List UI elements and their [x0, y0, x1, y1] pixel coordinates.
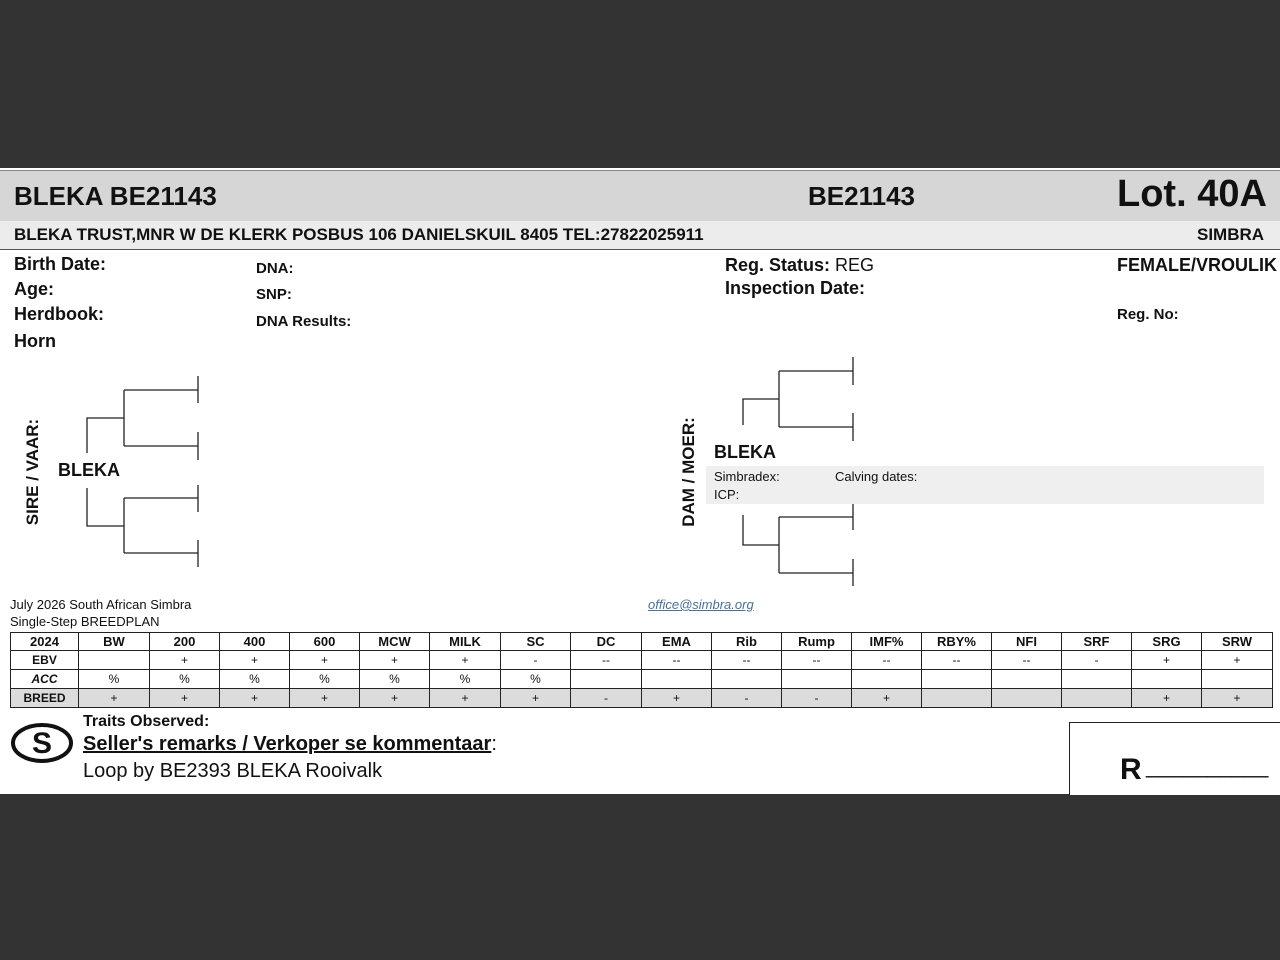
- breed-row-label: BREED: [11, 689, 79, 708]
- ebv-cell: --: [712, 651, 782, 670]
- header-row-label: 2024: [11, 633, 79, 651]
- header-cell: 200: [150, 633, 220, 651]
- header-cell: 400: [220, 633, 290, 651]
- acc-row: [11, 670, 1273, 689]
- dam-label: DAM / MOER:: [679, 417, 698, 527]
- dam-name: BLEKA: [714, 442, 776, 462]
- ebv-cell: +: [220, 651, 290, 670]
- breed-cell: +: [79, 689, 150, 708]
- title-bar: [0, 170, 1280, 222]
- ebv-cell: -: [501, 651, 571, 670]
- acc-cell: %: [501, 670, 571, 689]
- ebv-table: [10, 632, 1273, 708]
- inspection-date-label: Inspection Date:: [725, 278, 866, 298]
- breed-cell: [922, 689, 992, 708]
- lot-card: [0, 168, 1280, 794]
- breedplan-date: July 2026 South African Simbra: [10, 597, 192, 612]
- acc-cell: [642, 670, 712, 689]
- acc-cell: %: [150, 670, 220, 689]
- age-label: Age:: [14, 279, 54, 299]
- breed-cell: +: [220, 689, 290, 708]
- dna-results-label: DNA Results:: [256, 313, 352, 330]
- price-blank[interactable]: __________: [1146, 753, 1269, 778]
- breed-label: SIMBRA: [1197, 225, 1265, 244]
- ebv-cell: --: [922, 651, 992, 670]
- email-link[interactable]: office@simbra.org: [648, 597, 754, 612]
- acc-cell: [992, 670, 1062, 689]
- ebv-cell: -: [1062, 651, 1132, 670]
- breed-cell: +: [290, 689, 360, 708]
- herdbook-label: Herdbook:: [14, 304, 104, 324]
- acc-cell: [571, 670, 642, 689]
- seller-remarks-heading: [83, 733, 497, 756]
- ebv-cell: --: [571, 651, 642, 670]
- breed-cell: +: [150, 689, 220, 708]
- price-currency: R: [1120, 753, 1142, 786]
- calving-dates-label: Calving dates:: [835, 469, 918, 484]
- breedplan-type: Single-Step BREEDPLAN: [10, 614, 160, 629]
- breed-cell: [1062, 689, 1132, 708]
- header-cell: EMA: [642, 633, 712, 651]
- sire-label: SIRE / VAAR:: [23, 418, 42, 526]
- ebv-cell: --: [782, 651, 852, 670]
- breed-cell: +: [501, 689, 571, 708]
- header-cell: Rump: [782, 633, 852, 651]
- reg-no-label: Reg. No:: [1117, 306, 1179, 323]
- reg-status: [725, 255, 874, 276]
- simbradex-label: Simbradex:: [714, 469, 780, 484]
- ebv-row-label: EBV: [11, 651, 79, 670]
- reg-status-value: REG: [835, 255, 875, 275]
- ebv-cell: +: [1132, 651, 1202, 670]
- acc-cell: [852, 670, 922, 689]
- snp-label: SNP:: [256, 286, 292, 303]
- header-cell: SRG: [1132, 633, 1202, 651]
- sex-label: FEMALE/VROULIK: [1117, 255, 1277, 275]
- horn-label: Horn: [14, 331, 56, 351]
- animal-name: BLEKA BE21143: [14, 181, 217, 211]
- header-cell: SRW: [1202, 633, 1273, 651]
- simbra-logo-icon: [10, 722, 74, 764]
- header-cell: IMF%: [852, 633, 922, 651]
- header-cell: SC: [501, 633, 571, 651]
- seller-remarks-label: Seller's remarks / Verkoper se kommentaar: [83, 733, 492, 755]
- acc-cell: [1132, 670, 1202, 689]
- header-cell: BW: [79, 633, 150, 651]
- breed-cell: +: [852, 689, 922, 708]
- birth-date-label: Birth Date:: [14, 254, 107, 274]
- acc-cell: %: [430, 670, 501, 689]
- acc-cell: [1202, 670, 1273, 689]
- table-header-row: [11, 633, 1273, 651]
- header-cell: MCW: [360, 633, 430, 651]
- acc-row-label: ACC: [11, 670, 79, 689]
- ebv-cell: --: [992, 651, 1062, 670]
- breed-cell: +: [1202, 689, 1273, 708]
- sire-name: BLEKA: [58, 460, 120, 480]
- breed-cell: +: [360, 689, 430, 708]
- animal-id: BE21143: [808, 181, 915, 211]
- price-box: [1069, 722, 1280, 795]
- acc-cell: [1062, 670, 1132, 689]
- ebv-cell: +: [360, 651, 430, 670]
- acc-cell: %: [360, 670, 430, 689]
- acc-cell: %: [79, 670, 150, 689]
- acc-cell: [712, 670, 782, 689]
- header-cell: DC: [571, 633, 642, 651]
- header-cell: SRF: [1062, 633, 1132, 651]
- ebv-cell: +: [430, 651, 501, 670]
- seller-remarks-text: Loop by BE2393 BLEKA Rooivalk: [83, 760, 383, 782]
- header-cell: MILK: [430, 633, 501, 651]
- seller-remarks-colon: :: [491, 733, 497, 755]
- lot-number: Lot. 40A: [1117, 173, 1267, 215]
- header-cell: RBY%: [922, 633, 992, 651]
- address-bar: [0, 221, 1280, 250]
- breed-row: [11, 689, 1273, 708]
- header-cell: NFI: [992, 633, 1062, 651]
- dam-info-box: [706, 466, 1264, 504]
- ebv-cell: +: [290, 651, 360, 670]
- ebv-cell: +: [1202, 651, 1273, 670]
- ebv-cell: --: [852, 651, 922, 670]
- acc-cell: [922, 670, 992, 689]
- breed-cell: [992, 689, 1062, 708]
- acc-cell: %: [220, 670, 290, 689]
- acc-cell: %: [290, 670, 360, 689]
- header-cell: Rib: [712, 633, 782, 651]
- ebv-cell: --: [642, 651, 712, 670]
- sire-pedigree-tree: [80, 368, 210, 573]
- breed-cell: -: [782, 689, 852, 708]
- breed-cell: -: [712, 689, 782, 708]
- ebv-cell: +: [150, 651, 220, 670]
- breed-cell: -: [571, 689, 642, 708]
- icp-label: ICP:: [714, 487, 740, 502]
- breed-cell: +: [1132, 689, 1202, 708]
- breed-cell: +: [430, 689, 501, 708]
- traits-observed-label: Traits Observed:: [83, 713, 210, 730]
- ebv-cell: [79, 651, 150, 670]
- acc-cell: [782, 670, 852, 689]
- svg-text:S: S: [31, 727, 53, 760]
- ebv-row: [11, 651, 1273, 670]
- owner-address: BLEKA TRUST,MNR W DE KLERK POSBUS 106 DANIELSKUIL 8405 TEL:27822025911: [14, 225, 704, 244]
- dna-label: DNA:: [256, 260, 294, 277]
- header-cell: 600: [290, 633, 360, 651]
- reg-status-label: Reg. Status:: [725, 255, 831, 275]
- breed-cell: +: [642, 689, 712, 708]
